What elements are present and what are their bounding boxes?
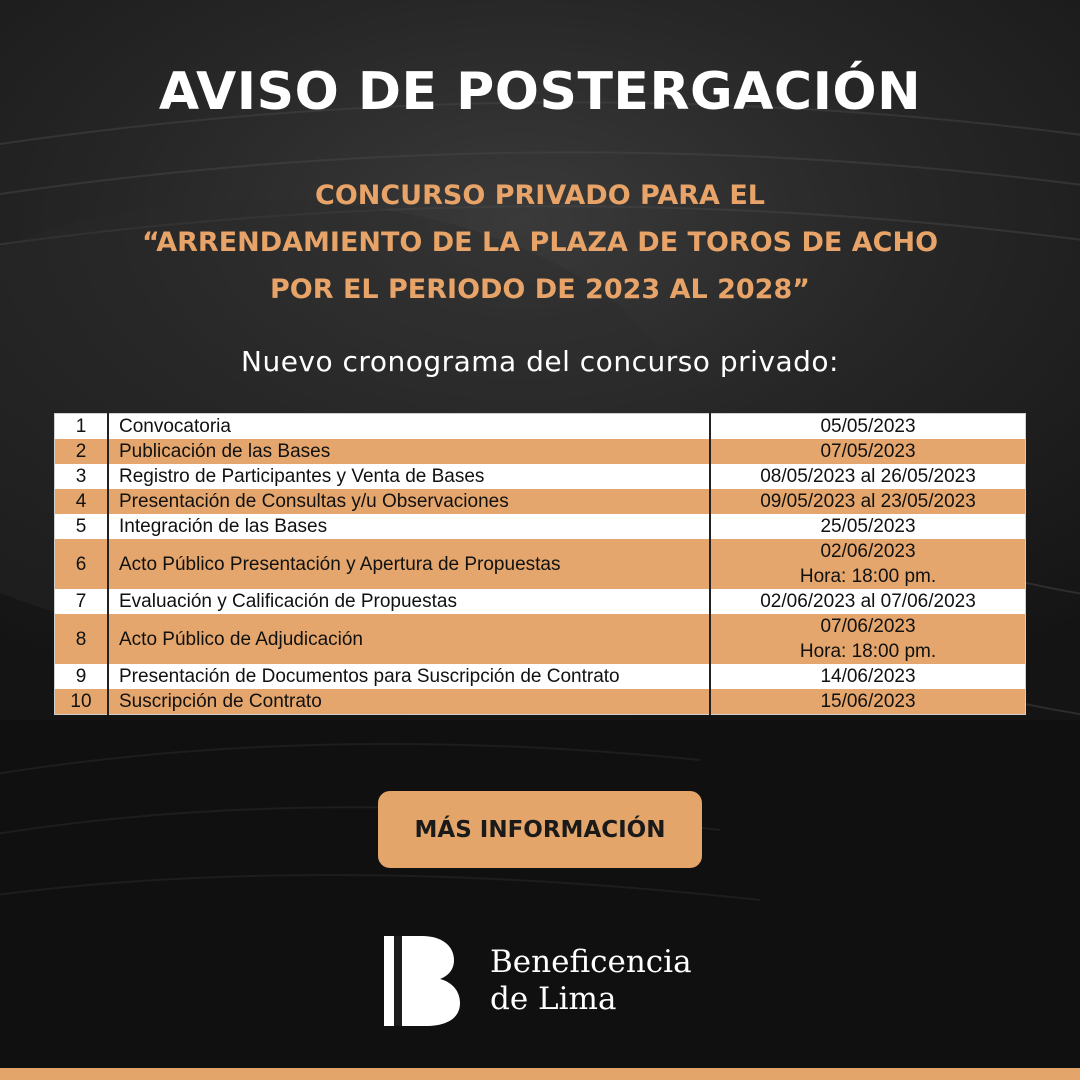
row-number: 8 xyxy=(55,614,109,664)
row-activity: Presentación de Consultas y/u Observaciones xyxy=(108,489,710,514)
table-row xyxy=(55,414,1026,440)
row-number: 3 xyxy=(55,464,109,489)
row-date xyxy=(710,664,1026,689)
bottom-accent-bar xyxy=(0,1068,1080,1080)
row-number: 6 xyxy=(55,539,109,589)
row-activity: Presentación de Documentos para Suscripción de Contrato xyxy=(108,664,710,689)
letter-b-logo-icon xyxy=(380,934,460,1026)
row-date-value: 08/05/2023 al 26/05/2023 xyxy=(760,466,976,487)
logo-line: Beneficencia xyxy=(490,944,692,980)
subtitle-line: POR EL PERIODO DE 2023 AL 2028” xyxy=(270,274,810,305)
row-number: 2 xyxy=(55,439,109,464)
row-date-value: 07/06/2023 xyxy=(820,616,916,637)
table-row xyxy=(55,539,1026,589)
logo-wordmark xyxy=(490,944,692,1018)
more-info-button[interactable]: MÁS INFORMACIÓN xyxy=(378,791,702,868)
row-date xyxy=(710,689,1026,715)
row-date-value: 02/06/2023 al 07/06/2023 xyxy=(760,591,976,612)
row-date-value: 09/05/2023 al 23/05/2023 xyxy=(760,491,976,512)
row-activity: Convocatoria xyxy=(108,414,710,440)
row-date xyxy=(710,539,1026,589)
subtitle-line: “ARRENDAMIENTO DE LA PLAZA DE TOROS DE ACHO xyxy=(141,227,939,258)
row-date-value: 05/05/2023 xyxy=(820,416,916,437)
row-date-value: 14/06/2023 xyxy=(820,666,916,687)
schedule-table xyxy=(54,413,1026,715)
row-date-value: 25/05/2023 xyxy=(820,516,916,537)
row-number: 1 xyxy=(55,414,109,440)
table-row xyxy=(55,589,1026,614)
row-date-value: 07/05/2023 xyxy=(820,441,916,462)
row-activity: Publicación de las Bases xyxy=(108,439,710,464)
table-row xyxy=(55,514,1026,539)
row-time-value: Hora: 18:00 pm. xyxy=(799,641,937,662)
row-time-value: Hora: 18:00 pm. xyxy=(799,566,937,587)
beneficencia-logo xyxy=(380,934,710,1029)
table-row xyxy=(55,489,1026,514)
row-number: 7 xyxy=(55,589,109,614)
row-activity: Acto Público Presentación y Apertura de Propuestas xyxy=(108,539,710,589)
row-date xyxy=(710,414,1026,440)
table-row xyxy=(55,664,1026,689)
row-number: 10 xyxy=(55,689,109,715)
row-activity: Acto Público de Adjudicación xyxy=(108,614,710,664)
logo-line: de Lima xyxy=(490,981,617,1017)
table-row xyxy=(55,439,1026,464)
schedule-intro: Nuevo cronograma del concurso privado: xyxy=(241,345,839,378)
table-row xyxy=(55,689,1026,715)
row-date xyxy=(710,464,1026,489)
row-date xyxy=(710,514,1026,539)
row-date-value: 02/06/2023 xyxy=(820,541,916,562)
subtitle-line: CONCURSO PRIVADO PARA EL xyxy=(315,180,765,211)
row-date xyxy=(710,589,1026,614)
contest-subtitle xyxy=(0,172,1080,313)
row-date-value: 15/06/2023 xyxy=(820,691,916,712)
table-row xyxy=(55,614,1026,664)
row-number: 4 xyxy=(55,489,109,514)
page-title: AVISO DE POSTERGACIÓN xyxy=(158,62,922,122)
row-activity: Evaluación y Calificación de Propuestas xyxy=(108,589,710,614)
row-activity: Registro de Participantes y Venta de Bases xyxy=(108,464,710,489)
row-number: 5 xyxy=(55,514,109,539)
row-activity: Suscripción de Contrato xyxy=(108,689,710,715)
row-date xyxy=(710,439,1026,464)
row-date xyxy=(710,489,1026,514)
row-number: 9 xyxy=(55,664,109,689)
row-date xyxy=(710,614,1026,664)
row-activity: Integración de las Bases xyxy=(108,514,710,539)
table-row xyxy=(55,464,1026,489)
